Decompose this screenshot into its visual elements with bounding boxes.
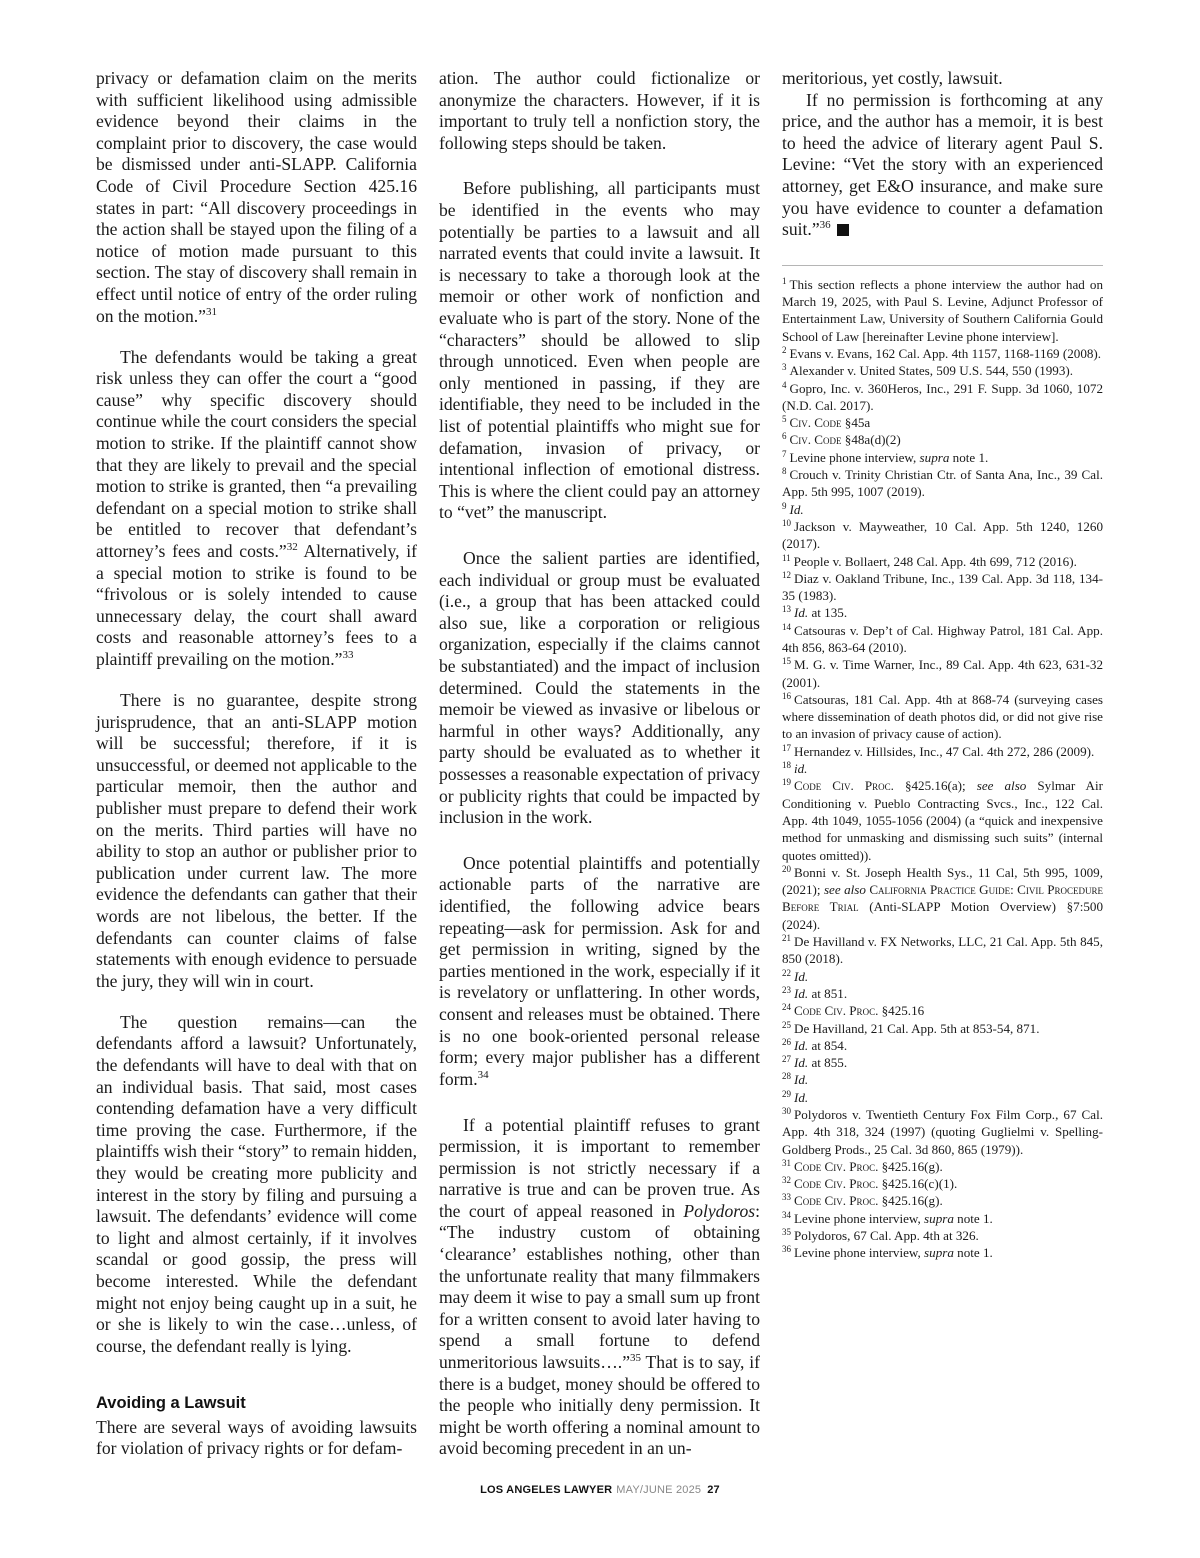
body-column-1 xyxy=(96,68,417,1460)
footnote: $^{11}$ People v. Bollaert, 248 Cal. App. 4th 699, 712 (2016). xyxy=(782,552,1077,569)
footnote: $^3$ Alexander v. United States, 509 U.S. 544, 550 (1993). xyxy=(782,362,1074,379)
footnote: $^{24}$ Code Civ. Proc. §425.16 xyxy=(782,1002,925,1019)
footnote: $^{17}$ Hernandez v. Hillsides, Inc., 47 Cal. 4th 272, 286 (2009). xyxy=(782,742,1095,759)
footnote: $^{28}$ Id. xyxy=(782,1071,809,1088)
page-number: 27 xyxy=(707,1484,720,1496)
footnote-ref: 36 xyxy=(819,219,831,232)
paragraph: Once potential plaintiffs and potentially actionable parts of the narrative are identified, the following advice bears repeating—ask for permission. Ask for and get permission in writing, signed by the parties mentioned in the work, especially if it is revelatory or unflattering. In other words, consent and releases must be obtained. There is no one book-oriented personal release form; every major publisher has a different form.$^{34}$ xyxy=(439,852,760,1089)
paragraph: There is no guarantee, despite strong jurisprudence, that an anti-SLAPP motion will be successful; therefore, if it is unsuccessful, or deemed not applicable to the particular memoir, then the author and publisher must prepare to defend their work on the merits. Third parties will have no ability to stop an author or publisher prior to publication under current law. The more evidence the defendants can gather that their words are not libelous, the better. If the defendants can counter claims of false statements with enough evidence to persuade the jury, they will win in court. xyxy=(96,690,417,991)
footnote: $^{19}$ Code Civ. Proc. §425.16(a); see also Sylmar Air Conditioning v. Pueblo Contracting Svcs., Inc., 122 Cal. App. 4th 1049, 1055-1056 (2004) (a “quick and inexpensive method for unmasking and dismissing such suits” (internal quotes omitted)). xyxy=(782,777,1103,863)
footnote: $^{10}$ Jackson v. Mayweather, 10 Cal. App. 5th 1240, 1260 (2017). xyxy=(782,517,1103,552)
paragraph: The question remains—can the defendants afford a lawsuit? Unfortunately, the defendants will have to deal with that on an individual basis. That said, most cases contending defamation have a very difficult time proving the case. Furthermore, if the plaintiffs wish their “story” to remain hidden, they would be creating more publicity and interest in the story by filing and pursuing a lawsuit. The defendants’ evidence will come to light and almost certainly, if it involves scandal or good gossip, the press will become interested. While the defendant might not enjoy being caught up in a suit, he or she is likely to win the case…unless, of course, the defendant really is lying. xyxy=(96,1011,417,1356)
footnote: $^{36}$ Levine phone interview, supra note 1. xyxy=(782,1244,993,1261)
footnote: $^{33}$ Code Civ. Proc. §425.16(g). xyxy=(782,1192,943,1209)
paragraph: Before publishing, all participants must be identified in the events who may potentially be parties to a lawsuit and all narrated events that could invite a lawsuit. It is necessary to take a thorough look at the memoir or other work of nonfiction and evaluate who is part of the story. None of the “characters” should be allowed to slip through unnoticed. Even when people are only mentioned in passing, if they are identifiable, they need to be included in the list of potential plaintiffs who might sue for defamation, invasion of privacy, or intentional inflection of emotional distress. This is where the client could pay an attorney to “vet” the manuscript. xyxy=(439,178,760,523)
footnote: $^{27}$ Id. at 855. xyxy=(782,1054,848,1071)
issue-date: MAY/JUNE 2025 xyxy=(616,1484,702,1496)
footnote: $^{16}$ Catsouras, 181 Cal. App. 4th at 868-74 (surveying cases where dissemination of death photos did, or did not give rise to an invasion of privacy cause of action). xyxy=(782,690,1103,742)
footnote: $^{25}$ De Havilland, 21 Cal. App. 5th at 853-54, 871. xyxy=(782,1019,1040,1036)
footnote: $^2$ Evans v. Evans, 162 Cal. App. 4th 1157, 1168-1169 (2008). xyxy=(782,344,1102,361)
footnote: $^{30}$ Polydoros v. Twentieth Century Fox Film Corp., 67 Cal. App. 4th 318, 324 (1997) (quoting Guglielmi v. Spelling-Goldberg Prods., 25 Cal. 3d 860, 865 (1979)). xyxy=(782,1106,1103,1157)
footnote: $^{22}$ Id. xyxy=(782,967,809,984)
footnote-ref: 33 xyxy=(342,648,354,661)
footnote: $^4$ Gopro, Inc. v. 360Heros, Inc., 291 F. Supp. 3d 1060, 1072 (N.D. Cal. 2017). xyxy=(782,379,1103,413)
footnote-ref: 35 xyxy=(630,1352,642,1365)
body-column-2 xyxy=(439,68,760,1460)
footnote: $^{32}$ Code Civ. Proc. §425.16(c)(1). xyxy=(782,1175,958,1192)
publication-name: LOS ANGELES LAWYER xyxy=(480,1484,613,1496)
footnote-ref: 31 xyxy=(205,305,217,318)
footnote: $^6$ Civ. Code §48a(d)(2) xyxy=(782,431,901,448)
paragraph: privacy or defamation claim on the merits with sufficient likelihood using admissible evidence beyond their claims in the complaint prior to discovery, the case would be dismissed under anti-SLAPP. California Code of Civil Procedure Section 425.16 states in part: “All discovery proceedings in the action shall be stayed upon the filing of a notice of motion made pursuant to this section. The stay of discovery shall remain in effect until notice of entry of the order ruling on the motion.”$^{31}$ xyxy=(96,68,417,326)
section-heading: Avoiding a Lawsuit xyxy=(96,1393,246,1412)
footnote: $^{13}$ Id. at 135. xyxy=(782,604,848,621)
paragraph: ation. The author could fictionalize or anonymize the characters. However, if it is important to truly tell a nonfiction story, the following steps should be taken. xyxy=(439,68,760,153)
paragraph: Once the salient parties are identified, each individual or group must be evaluated (i.e., a group that has been attacked could also sue, like a corporation or religious organization, especially if the claims cannot be substantiated) and the impact of inclusion determined. Could the statements in the memoir be viewed as invasive or libelous or harmful in other ways? Additionally, any party should be evaluated as to whether it possesses a reasonable expectation of privacy or publicity rights that could be impacted by inclusion in the work. xyxy=(439,548,760,828)
case-name: Polydoros xyxy=(683,1200,756,1221)
page-footer xyxy=(0,1484,1200,1496)
footnote: $^7$ Levine phone interview, supra note 1. xyxy=(782,448,989,465)
footnote: $^{14}$ Catsouras v. Dep’t of Cal. Highway Patrol, 181 Cal. App. 4th 856, 863-64 (2010). xyxy=(782,621,1103,655)
footnote: $^{15}$ M. G. v. Time Warner, Inc., 89 Cal. App. 4th 623, 631-32 (2001). xyxy=(782,656,1103,690)
endnotes xyxy=(782,276,1103,1262)
end-of-article-mark xyxy=(837,224,849,236)
footnote: $^{20}$ Bonni v. St. Joseph Health Sys., 11 Cal, 5th 995, 1009, (2021); see also California Practice Guide: Civil Procedure Before Trial (Anti-SLAPP Motion Overview) §7:500 (2024). xyxy=(782,863,1103,932)
paragraph: There are several ways of avoiding lawsuits for violation of privacy rights or for defam- xyxy=(96,1416,417,1459)
body-column-3 xyxy=(782,68,1103,1460)
footnote: $^{21}$ De Havilland v. FX Networks, LLC, 21 Cal. App. 5th 845, 850 (2018). xyxy=(782,933,1103,967)
footnote-divider xyxy=(782,265,1103,266)
paragraph: The defendants would be taking a great risk unless they can offer the court a “good cause” why specific discovery should continue while the court considers the special motion to strike. If the plaintiff cannot show that they are likely to prevail and the special motion to strike is granted, then “a prevailing defendant on a special motion to strike shall be entitled to recover that defendant’s attorney’s fees and costs.”$^{32}$ Alternatively, if a special motion to strike is found to be “frivolous or is solely intended to cause unnecessary delay, the court shall award costs and reasonable attorney’s fees to a plaintiff prevailing on the motion.”$^{33}$ xyxy=(96,346,417,669)
footnote: $^{35}$ Polydoros, 67 Cal. App. 4th at 326. xyxy=(782,1227,979,1244)
paragraph: meritorious, yet costly, lawsuit. xyxy=(782,68,1003,88)
footnote: $^{29}$ Id. xyxy=(782,1088,809,1105)
footnote-ref: 34 xyxy=(477,1068,489,1081)
footnote: $^{12}$ Diaz v. Oakland Tribune, Inc., 139 Cal. App. 3d 118, 134-35 (1983). xyxy=(782,569,1103,604)
footnote-ref: 32 xyxy=(286,540,298,553)
paragraph: If a potential plaintiff refuses to grant permission, it is important to remember permission is not strictly necessary if a narrative is true and can be proven true. As the court of appeal reasoned in Polydoros: “The industry custom of obtaining ‘clearance’ establishes nothing, other than the unfortunate reality that many filmmakers may deem it wise to pay a small sum up front for a written consent to avoid later having to spend a small fortune to defend unmeritorious lawsuits….”$^{35}$ That is to say, if there is a budget, money should be offered to the people who initially deny permission. It might be worth offering a nominal amount to avoid becoming precedent in an un- xyxy=(439,1114,760,1459)
footnote: $^5$ Civ. Code §45a xyxy=(782,414,871,431)
footnote: $^8$ Crouch v. Trinity Christian Ctr. of Santa Ana, Inc., 39 Cal. App. 5th 995, 1007 (2019). xyxy=(782,466,1103,500)
footnote: $^{34}$ Levine phone interview, supra note 1. xyxy=(782,1209,993,1226)
footnote: $^{18}$ id. xyxy=(782,760,808,777)
paragraph: If no permission is forthcoming at any price, and the author has a memoir, it is best to heed the advice of literary agent Paul S. Levine: “Vet the story with an experienced attorney, get E&O insurance, and make sure you have evidence to counter a defamation suit.”$^{36}$ xyxy=(782,89,1103,240)
footnote: $^{31}$ Code Civ. Proc. §425.16(g). xyxy=(782,1157,943,1174)
section-block xyxy=(96,1377,417,1460)
footnote: $^1$ This section reflects a phone interview the author had on March 19, 2025, with Paul S. Levine, Adjunct Professor of Entertainment Law, University of Southern California Gould School of Law [hereinafter Levine phone interview]. xyxy=(782,275,1103,344)
footnote: $^{23}$ Id. at 851. xyxy=(782,984,848,1001)
footnote: $^9$ Id. xyxy=(782,500,804,517)
footnote: $^{26}$ Id. at 854. xyxy=(782,1036,848,1053)
